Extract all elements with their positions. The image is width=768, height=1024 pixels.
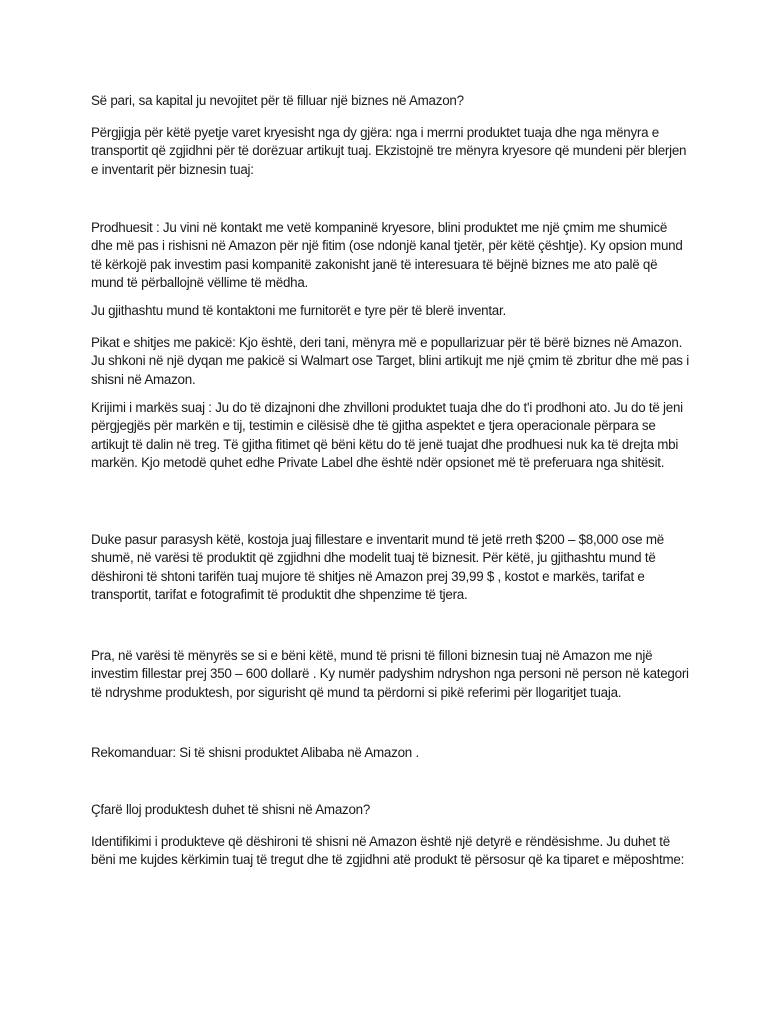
question-heading-capital: Së pari, sa kapital ju nevojitet për të filluar një biznes në Amazon? xyxy=(91,93,464,108)
paragraph-inventory-cost: Duke pasur parasysh këtë, kostoja juaj fillestare e inventarit mund të jetë rreth $200 – $8,000 ose më shumë, në varësi të produktit që zgjidhni dhe modelit tuaj të biznesit. Për këtë, ju gjithashtu mund të dëshironi të shtoni tarifën tuaj mujore të shitjes në Amazon prej 39,99 $ , kostot e markës, tarifat e transportit, tarifat e fotografimit të produktit dhe shpenzime të tjera. xyxy=(91,532,664,603)
recommended-link-line: Rekomanduar: Si të shisni produktet Alibaba në Amazon . xyxy=(91,745,419,760)
paragraph-initial-investment: Pra, në varësi të mënyrës se si e bëni këtë, mund të prisni të filloni biznesin tuaj në Amazon me një investim fillestar prej 350 – 600 dollarë . Ky numër padyshim ndryshon nga personi në person në kategori të ndryshme produktesh, por sigurisht që mund ta përdorni si pikë referimi për llogaritjet tuaja. xyxy=(91,648,689,700)
paragraph-answer-intro: Përgjigja për këtë pyetje varet kryesisht nga dy gjëra: nga i merrni produktet tuaja dhe nga mënyra e transportit që zgjidhni për të dorëzuar artikujt tuaj. Ekzistojnë tre mënyra kryesore që mundeni për blerjen e inventarit për biznesin tuaj: xyxy=(91,125,687,177)
paragraph-retail-outlets: Pikat e shitjes me pakicë: Kjo është, deri tani, mënyra më e popullarizuar për të bërë biznes në Amazon. Ju shkoni në një dyqan me pakicë si Walmart ose Target, blini artikujt me një çmim të zbritur dhe më pas i shisni në Amazon. xyxy=(91,335,689,387)
paragraph-suppliers: Ju gjithashtu mund të kontaktoni me furnitorët e tyre për të blerë inventar. xyxy=(91,303,506,318)
question-heading-products: Çfarë lloj produktesh duhet të shisni në Amazon? xyxy=(91,802,371,817)
paragraph-private-label: Krijimi i markës suaj : Ju do të dizajnoni dhe zhvilloni produktet tuaja dhe do t'i prodhoni ato. Ju do të jeni përgjegjës për markën e tij, testimin e cilësisë dhe të gjitha aspektet e tjera operacionale përpara se artikujt të dalin në treg. Të gjitha fitimet që bëni këtu do të jenë tuajat dhe prodhuesi nuk ka të drejta mbi markën. Kjo metodë quhet edhe Private Label dhe është ndër opsionet më të preferuara nga shitësit. xyxy=(91,400,683,471)
paragraph-manufacturers: Prodhuesit : Ju vini në kontakt me vetë kompaninë kryesore, blini produktet me një çmim me shumicë dhe më pas i rishisni në Amazon për një fitim (ose ndonjë kanal tjetër, për këtë çështje). Ky opsion mund të kërkojë pak investim pasi kompanitë zakonisht janë të interesuara të bëjnë biznes me ato palë që mund të përballojnë vëllime të mëdha. xyxy=(91,220,683,291)
paragraph-product-identification: Identifikimi i produkteve që dëshironi të shisni në Amazon është një detyrë e rëndësishme. Ju duhet të bëni me kujdes kërkimin tuaj të tregut dhe të zgjidhni atë produkt të përsosur që ka tiparet e mëposhtme: xyxy=(91,834,685,868)
